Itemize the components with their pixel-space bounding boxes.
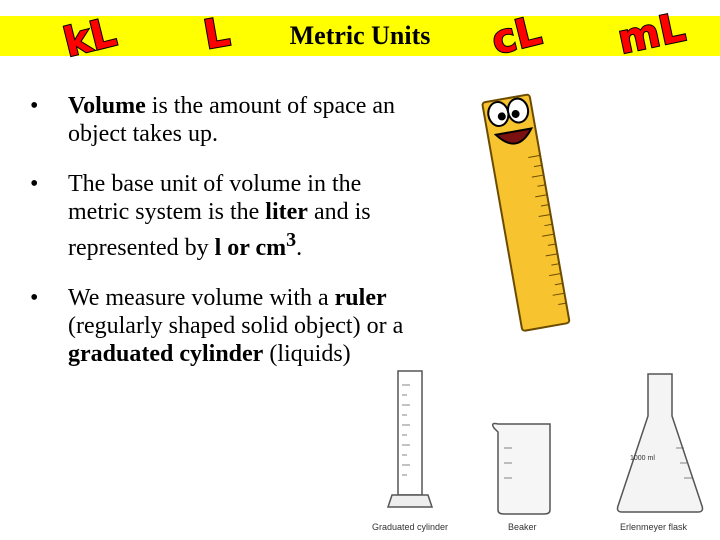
- bullet-base-unit: [26, 170, 426, 262]
- unit-kl: kL: [59, 9, 121, 67]
- bullet-text: We measure volume with a ruler (regularly shaped solid object) or a graduated cylinder (liquids): [68, 285, 404, 367]
- superscript: 3: [286, 229, 297, 251]
- bullet-measure: [26, 284, 426, 368]
- bullet-dot: •: [30, 93, 39, 119]
- erlenmeyer-flask-caption: Erlenmeyer flask: [620, 522, 688, 532]
- bold-term: l or cm: [214, 235, 287, 261]
- erlenmeyer-flask-image: [610, 368, 710, 518]
- unit-cl: cL: [487, 7, 547, 65]
- bullet-volume-definition: [26, 92, 426, 148]
- unit-l: L: [200, 9, 234, 59]
- bold-term: Volume: [68, 93, 146, 119]
- graduated-cylinder-caption: Graduated cylinder: [372, 522, 449, 532]
- bold-term: liter: [265, 199, 308, 225]
- bullet-text: The base unit of volume in the metric system is the liter and is represented by l or $cm^3$.: [68, 171, 371, 261]
- flask-volume-label: 1000 ml: [630, 455, 655, 462]
- beaker-image: [484, 418, 564, 518]
- bullet-dot: •: [30, 171, 39, 197]
- bullet-dot: •: [30, 285, 39, 311]
- bullet-list: [26, 92, 426, 390]
- unit-ml: mL: [613, 4, 690, 64]
- beaker-caption: Beaker: [508, 522, 537, 532]
- bullet-text: Volume is the amount of space an object takes up.: [68, 93, 396, 147]
- graduated-cylinder-image: [380, 365, 440, 515]
- bold-term: ruler: [334, 285, 387, 311]
- bold-term: graduated cylinder: [68, 341, 264, 367]
- page-title: Metric Units: [289, 21, 431, 50]
- ruler-cartoon-image: [470, 88, 590, 338]
